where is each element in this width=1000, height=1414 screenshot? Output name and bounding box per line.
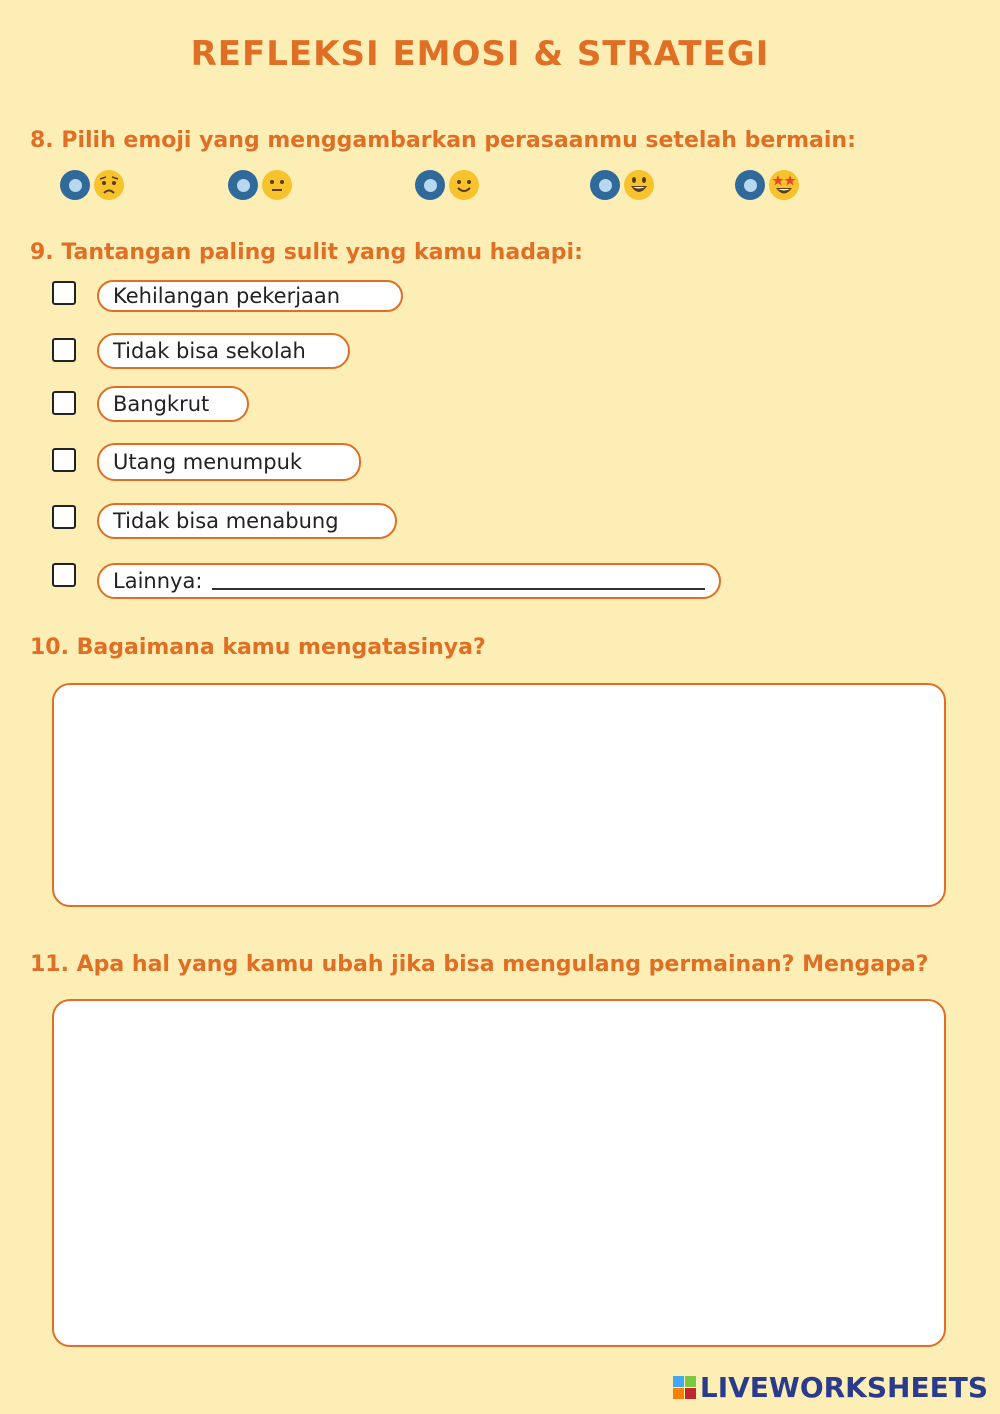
emoji-option-slightly-smiling[interactable] (415, 170, 479, 200)
liveworksheets-logo-icon (673, 1376, 696, 1399)
other-answer-line[interactable] (212, 588, 705, 590)
question-10-label: 10. Bagaimana kamu mengatasinya? (30, 635, 486, 660)
page-title: REFLEKSI EMOSI & STRATEGI (190, 34, 770, 74)
option-label-pill: Bangkrut (97, 386, 249, 422)
option-label-pill: Kehilangan pekerjaan (97, 280, 403, 312)
radio-button[interactable] (60, 170, 90, 200)
emoji-option-star-struck[interactable] (735, 170, 799, 200)
answer-textarea-11[interactable] (52, 999, 946, 1347)
radio-button[interactable] (415, 170, 445, 200)
emoji-option-neutral[interactable] (228, 170, 292, 200)
checkbox[interactable] (52, 505, 76, 529)
checkbox[interactable] (52, 338, 76, 362)
grinning-face-icon (624, 170, 654, 200)
question-8-label: 8. Pilih emoji yang menggambarkan perasaanmu setelah bermain: (30, 128, 856, 153)
checkbox[interactable] (52, 448, 76, 472)
other-option-pill[interactable] (97, 563, 721, 599)
option-label-pill: Tidak bisa sekolah (97, 333, 350, 369)
other-option-label: Lainnya: (113, 569, 203, 593)
radio-button[interactable] (735, 170, 765, 200)
question-11-label: 11. Apa hal yang kamu ubah jika bisa mengulang permainan? Mengapa? (30, 952, 929, 977)
checkbox[interactable] (52, 391, 76, 415)
emoji-radio-group (60, 170, 820, 202)
radio-button[interactable] (228, 170, 258, 200)
emoji-option-worried[interactable] (60, 170, 124, 200)
brand-name: LIVEWORKSHEETS (699, 1371, 988, 1404)
neutral-face-icon (262, 170, 292, 200)
slightly-smiling-face-icon (449, 170, 479, 200)
radio-button[interactable] (590, 170, 620, 200)
question-9-label: 9. Tantangan paling sulit yang kamu hadapi: (30, 240, 583, 265)
emoji-option-grinning[interactable] (590, 170, 654, 200)
option-label-pill: Utang menumpuk (97, 443, 361, 481)
worried-face-icon (94, 170, 124, 200)
option-label-pill: Tidak bisa menabung (97, 503, 397, 539)
checkbox[interactable] (52, 563, 76, 587)
checkbox[interactable] (52, 281, 76, 305)
star-struck-face-icon (769, 170, 799, 200)
answer-textarea-10[interactable] (52, 683, 946, 907)
liveworksheets-brand (673, 1371, 988, 1404)
